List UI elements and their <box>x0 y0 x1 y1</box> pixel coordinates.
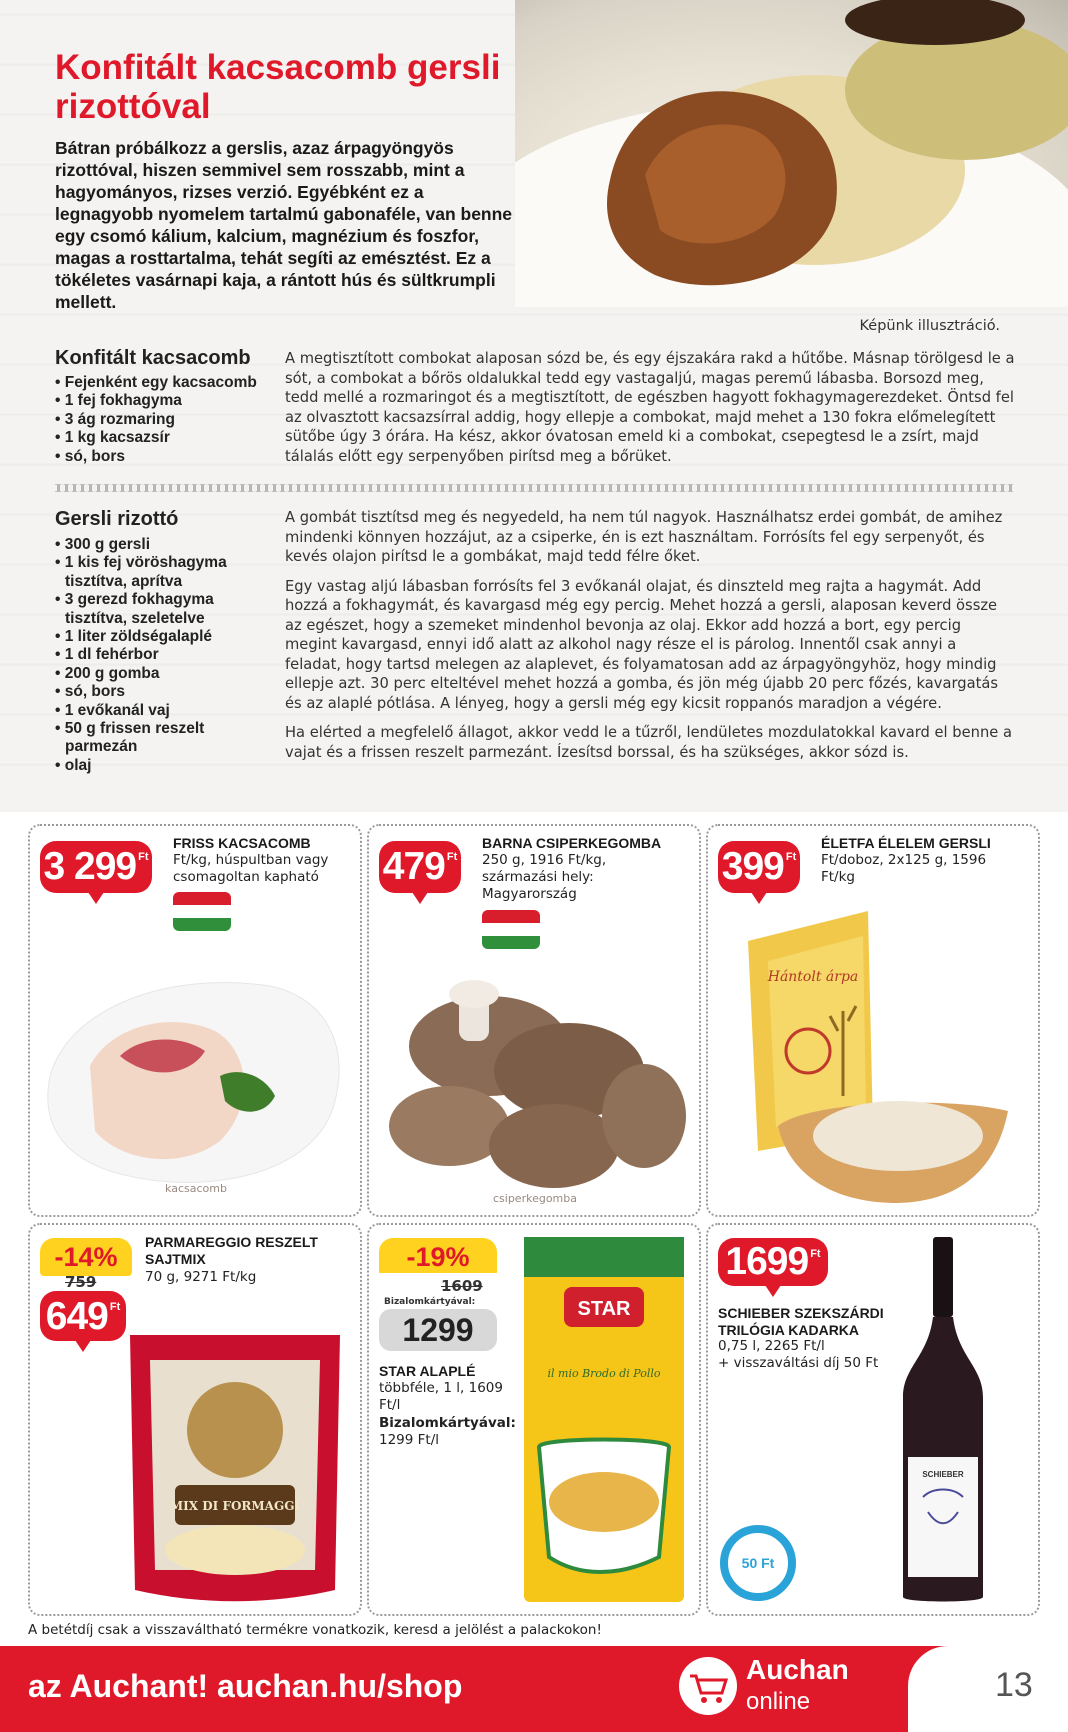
ingredient-item: • só, bors <box>55 683 275 701</box>
product-card-duck[interactable] <box>28 824 362 1217</box>
ingredient-item: • olaj <box>55 757 275 775</box>
product-card-wine[interactable] <box>706 1223 1040 1616</box>
logo-sub-text: online <box>746 1688 811 1715</box>
wine-bottle-image <box>898 1237 988 1607</box>
product-name: SCHIEBER SZEKSZÁRDI TRILÓGIA KADARKA <box>718 1305 884 1338</box>
currency-label: Ft <box>810 1248 821 1260</box>
logo-brand-text: Auchan <box>746 1654 849 1685</box>
hungarian-flag-icon <box>173 892 231 931</box>
currency-label: Ft <box>785 851 797 863</box>
ingredient-item: • 50 g frissen reszelt parmezán <box>55 720 275 757</box>
duck-ingredients-list <box>55 374 275 466</box>
product-name: BARNA CSIPERKEGOMBA <box>482 835 662 851</box>
hungarian-flag-icon <box>482 910 540 949</box>
deposit-fee: + visszaváltási díj 50 Ft <box>718 1355 879 1371</box>
ingredient-item: • 1 kis fej vöröshagyma tisztítva, aprítva <box>55 554 275 591</box>
ingredient-item: • Fejenként egy kacsacomb <box>55 374 275 392</box>
recipe-step: Egy vastag aljú lábasban forrósíts fel 3 evőkanál olajat, és dinszteld meg rajta a hagymát. Add hozzá a fokhagymát, és kavargasd még egy percig. Mehet hozzá a gersli, alaposan keverd össze az egészet, hogy a szemeket mindenhol bevonja az olaj. Ekkor add hozzá a bort, egy percig megint kavargasd, ennyi idő alatt az alkohol nagy része el is párolog. Innentől csak annyi a feladat, hogy tartsd melegen az alaplevet, és folyamatosan add az árpagyöngyhöz, hogy mindig ellepje azt. 30 perc elteltével mehet hozzá a gomba, és jön még újabb 20 perc főzés, kavargatás és az alaplé pótlása. A lényeg, hogy a gersli még egy kicsit roppanós maradjon a végére. <box>285 577 999 712</box>
loyalty-price-badge: 1299 <box>379 1309 497 1351</box>
ingredient-item: • 1 fej fokhagyma <box>55 392 275 410</box>
price-value: 649 <box>45 1295 108 1338</box>
ingredient-item: • 1 evőkanál vaj <box>55 702 275 720</box>
price-value: 479 <box>382 845 445 888</box>
price-value: 399 <box>721 845 784 888</box>
product-name: STAR ALAPLÉ <box>379 1363 476 1379</box>
product-name: FRISS KACSACOMB <box>173 835 311 851</box>
section-divider <box>55 484 1013 492</box>
stock-brand: STAR <box>577 1298 631 1320</box>
recipe-title: Konfitált kacsacomb gersli rizottóval <box>55 48 501 126</box>
page-number: 13 <box>995 1666 1033 1704</box>
discount-tag: -19% <box>379 1238 497 1276</box>
barley-package-text: Hántolt árpa <box>767 969 859 985</box>
product-name: PARMAREGGIO RESZELT SAJTMIX <box>145 1234 318 1267</box>
discount-tag: -14% <box>40 1238 132 1276</box>
recipe-step: Ha elérted a megfelelő állagot, akkor vedd le a tűzről, lendületes mozdulatokkal kavard el benne a vajat és a frissen reszelt parmezánt. Ízesítsd borssal, és ha szükséges, akkor sózd is. <box>285 724 1012 761</box>
product-desc: Ft/kg, húspultban vagy csomagoltan kapható <box>173 852 329 885</box>
recipe-intro: Bátran próbálkozz a gerslis, azaz árpagyöngyös rizottóval, hiszen semmivel sem rosszabb, mint a hagyományos, rizses verzió. Egyébként ez a legnagyobb nyomelem tartalmú gabonaféle, van benne egy csomó kálium, kalcium, magnézium és foszfor, magas a rosttartalma, tehát segíti az emésztést. Ez a tökéletes vasárnapi kaja, a rántott hús és sültkrumpli mellett. <box>55 138 513 312</box>
price-value: 3 299 <box>43 845 137 888</box>
ingredient-item: • 3 ág rozmaring <box>55 411 275 429</box>
product-desc: 250 g, 1916 Ft/kg, származási hely: Magyarország <box>482 852 607 902</box>
product-desc: többféle, 1 l, 1609 Ft/l <box>379 1380 503 1413</box>
wine-label-brand: SCHIEBER <box>922 1470 964 1479</box>
recipe-step: A megtisztított combokat alaposan sózd be, és egy éjszakára rakd a hűtőbe. Másnap törölgesd le a sót, a combokat a bőrös oldalukkal tedd egy vastagaljú, magas peremű lábasba. Borsozd meg, tedd mellé a rozmaringot és a megtisztított, de egészben hagyott fokhagymagerezdeket. Öntsd fel az olvasztott kacsazsírral addig, hogy ellepje a combokat, majd mehet a 130 fokra előmelegített sütőbe úgy 3 órára. Ha kész, akkor óvatosan emeld ki a combokat, csepegtesd le a zsírt, majd tálalás előtt egy serpenyőben pirítsd meg a bőrüket. <box>285 350 1015 465</box>
ingredient-item: • 1 liter zöldségalaplé <box>55 628 275 646</box>
product-desc: 0,75 l, 2265 Ft/l <box>718 1338 825 1354</box>
product-card-mushroom[interactable] <box>367 824 701 1217</box>
price-badge <box>718 841 800 893</box>
mushroom-image-label: csiperkegomba <box>492 1192 578 1205</box>
cheese-package-text: MIX DI FORMAGGI <box>169 1499 301 1513</box>
recipe-photo <box>515 0 1068 307</box>
price-value: 1699 <box>725 1240 809 1283</box>
product-desc: 70 g, 9271 Ft/kg <box>145 1269 257 1285</box>
risotto-section-title: Gersli rizottó <box>55 508 179 530</box>
footer-slogan-link[interactable]: az Auchant! auchan.hu/shop <box>28 1668 463 1704</box>
price-badge <box>40 1291 126 1341</box>
price-badge <box>718 1238 828 1286</box>
product-card-cheese[interactable] <box>28 1223 362 1616</box>
product-name: ÉLETFA ÉLELEM GERSLI <box>821 835 991 851</box>
ingredient-item: • só, bors <box>55 448 275 466</box>
old-price: 1609 <box>441 1277 483 1295</box>
page-number-tab <box>908 1646 1068 1732</box>
recycle-deposit-icon: 50 Ft <box>720 1525 796 1601</box>
loyalty-card-label: Bizalomkártyával: <box>384 1297 476 1307</box>
stock-package-text: il mio Brodo di Pollo <box>547 1367 661 1380</box>
cheese-bag-image <box>120 1320 350 1610</box>
product-card-stock[interactable] <box>367 1223 701 1616</box>
duck-image-label: kacsacomb <box>165 1182 227 1195</box>
auchan-online-logo[interactable] <box>660 1646 915 1732</box>
risotto-steps <box>285 508 1015 772</box>
duck-section-title: Konfitált kacsacomb <box>55 347 251 369</box>
risotto-ingredients-list <box>55 536 275 775</box>
currency-label: Ft <box>446 851 458 863</box>
price-badge <box>379 841 461 893</box>
duck-dish-illustration <box>515 0 1068 307</box>
duck-steps <box>285 349 1015 476</box>
currency-label: Ft <box>138 851 149 863</box>
duck-leg-image <box>40 956 352 1201</box>
currency-label: Ft <box>109 1301 121 1313</box>
product-desc: Ft/doboz, 2x125 g, 1596 Ft/kg <box>821 852 987 885</box>
ingredient-item: • 1 kg kacsazsír <box>55 429 275 447</box>
loyalty-desc: 1299 Ft/l <box>379 1432 440 1448</box>
ingredient-item: • 3 gerezd fokhagyma tisztítva, szeletelve <box>55 591 275 628</box>
mushroom-image <box>379 976 691 1206</box>
price-badge <box>40 841 152 893</box>
barley-package-image <box>748 911 1018 1206</box>
ingredient-item: • 1 dl fehérbor <box>55 646 275 664</box>
stock-carton-image <box>519 1237 689 1607</box>
ingredient-item: • 300 g gersli <box>55 536 275 554</box>
recipe-step: A gombát tisztítsd meg és negyedeld, ha nem túl nagyok. Használhatsz erdei gombát, de amihez mindenki könnyen hozzájut, az a csiperke, én is ezt használtam. Forrósíts fel egy serpenyőt, és kevés olajon pirítsd le a gombákat, majd tedd félre őket. <box>285 509 1003 565</box>
loyalty-desc-label: Bizalomkártyával: <box>379 1415 516 1431</box>
shopping-cart-icon <box>678 1656 738 1716</box>
illustration-note: Képünk illusztráció. <box>859 318 1000 334</box>
old-price: 759 <box>65 1273 97 1291</box>
ingredient-item: • 200 g gomba <box>55 665 275 683</box>
deposit-footnote: A betétdíj csak a visszaváltható termékre vonatkozik, keresd a jelölést a palackokon! <box>28 1622 602 1638</box>
product-card-barley[interactable] <box>706 824 1040 1217</box>
